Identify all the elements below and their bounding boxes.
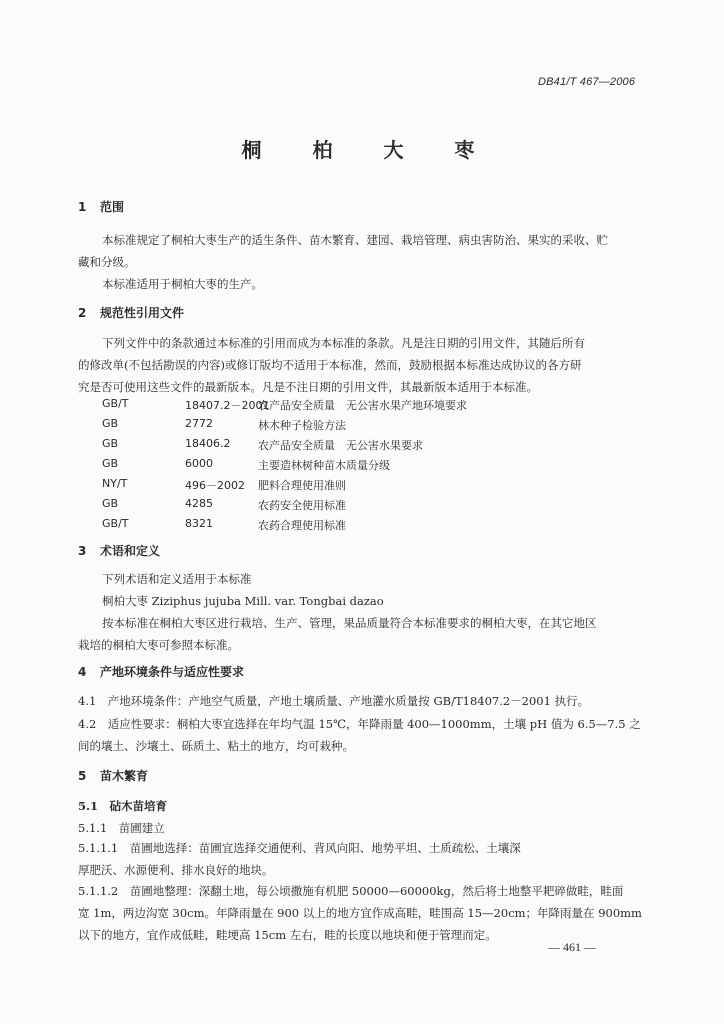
section-1-scope-note: 本标准适用于桐柏大枣的生产。 xyxy=(102,277,263,291)
section-2-paragraph-line-1: 下列文件中的条款通过本标准的引用而成为本标准的条款。凡是注日期的引用文件，其随后所有 xyxy=(102,336,585,350)
term-name: 桐柏大枣 Ziziphus jujuba Mill. var. Tongbai dazao xyxy=(102,594,384,608)
section-2-paragraph-line-2: 的修改单(不包括勘误的内容)或修订版均不适用于本标准，然而，鼓励根据本标准达成协议的各方研 xyxy=(78,358,582,372)
term-definition-line-1: 按本标准在桐柏大枣区进行栽培、生产、管理，果品质量符合本标准要求的桐柏大枣，在其它地区 xyxy=(102,616,597,630)
term-definition-line-2: 栽培的桐柏大枣可参照本标准。 xyxy=(78,638,239,652)
section-5-heading: 5 苗木繁育 xyxy=(78,769,149,783)
subsection-5-1-1: 5.1.1 苗圃建立 xyxy=(78,821,165,835)
clause-4-1: 4.1 产地环境条件：产地空气质量，产地土壤质量、产地灌水质量按 GB/T18407.2－2001 执行。 xyxy=(78,694,590,708)
section-2-heading: 2 规范性引用文件 xyxy=(78,306,185,320)
clause-5-1-1-1-line-2: 厚肥沃、水源便利、排水良好的地块。 xyxy=(78,863,274,877)
section-1-heading: 1 范围 xyxy=(78,200,125,214)
page-title: 桐 柏 大 枣 xyxy=(241,138,497,162)
section-2-paragraph-line-3: 究是否可使用这些文件的最新版本。凡是不注日期的引用文件，其最新版本适用于本标准。 xyxy=(78,380,538,394)
section-4-heading: 4 产地环境条件与适应性要求 xyxy=(78,665,245,679)
document-page: DB41/T 467—2006 桐 柏 大 枣 1 范围 本标准规定了桐柏大枣生产的适生条件、苗木繁育、建园、栽培管理、病虫害防治、果实的采收、贮 藏和分级。 本标准适用于桐柏大枣的生产。 2 规范性引用文件 下列文件中的条款通过本标准的引用而成为本标准的条款。凡是注日期的引用文件，其随后所有 的修改单(不包括勘误的内容)或修订版均不适用于本标准，然而，鼓励根据本标准达成协议的各方研 究是否可使用这些文件的最新版本。凡是不注日期的引用文件，其最新版本适用于本标准。 GB/T 18407.2－2001 农产品安全质量 无公害水果产地环境要求 GB 2772 林木种子检验方法 GB 18406.2 农产品安全质量 无公害水果要求 GB 6000 主要造林树种苗木质量分级 NY/T 496－2002 肥料合理使用准则 GB 4285 农药安全使用标准 GB/T 8321 农药合理使用标准 3 术语和定义 下列术语和定义适用于本标准 桐柏大枣 Ziziphus jujuba Mill. var. Tongbai dazao 按本标准在桐柏大枣区进行栽培、生产、管理，果品质量符合本标准要求的桐柏大枣，在其它地区 栽培的桐柏大枣可参照本标准。 4 产地环境条件与适应性要求 4.1 产地环境条件：产地空气质量，产地土壤质量、产地灌水质量按 GB/T18407.2－2001 执行。 4.2 适应性要求：桐柏大枣宜选择在年均气温 15℃，年降雨量 400—1000mm，土壤 pH 值为 6.5—7.5 之 间的壤土、沙壤土、砾质土、粘土的地方，均可栽种。 5 苗木繁育 5.1 砧木苗培育 5.1.1 苗圃建立 5.1.1.1 苗圃地选择：苗圃宜选择交通便利、背风向阳、地势平坦、土质疏松、土壤深 厚肥沃、水源便利、排水良好的地块。 5.1.1.2 苗圃地整理：深翻土地，每公顷撒施有机肥 50000—60000kg，然后将土地整平耙碎做畦，畦面 宽 1m，两边沟宽 30cm。年降雨量在 900 以上的地方宜作成高畦，畦围高 15—20cm；年降雨量在 900mm 以下的地方，宜作成低畦，畦埂高 15cm 左右，畦的长度以地块和便于管理而定。 — 461 — xyxy=(0,0,724,1024)
section-3-heading: 3 术语和定义 xyxy=(78,544,161,558)
clause-5-1-1-2-line-1: 5.1.1.2 苗圃地整理：深翻土地，每公顷撒施有机肥 50000—60000kg，然后将土地整平耙碎做畦，畦面 xyxy=(78,884,624,898)
subsection-5-1: 5.1 砧木苗培育 xyxy=(78,799,168,813)
section-1-paragraph-line-2: 藏和分级。 xyxy=(78,255,136,269)
clause-5-1-1-2-line-2: 宽 1m，两边沟宽 30cm。年降雨量在 900 以上的地方宜作成高畦，畦围高 15—20cm；年降雨量在 900mm xyxy=(78,906,642,920)
standard-code: DB41/T 467—2006 xyxy=(538,76,636,88)
clause-5-1-1-2-line-3: 以下的地方，宜作成低畦，畦埂高 15cm 左右，畦的长度以地块和便于管理而定。 xyxy=(78,928,497,942)
clause-5-1-1-1-line-1: 5.1.1.1 苗圃地选择：苗圃宜选择交通便利、背风向阳、地势平坦、土质疏松、土壤深 xyxy=(78,841,521,855)
page-number: — 461 — xyxy=(548,940,596,954)
section-3-intro: 下列术语和定义适用于本标准 xyxy=(102,572,252,586)
clause-4-2-line-1: 4.2 适应性要求：桐柏大枣宜选择在年均气温 15℃，年降雨量 400—1000mm，土壤 pH 值为 6.5—7.5 之 xyxy=(78,717,641,731)
section-1-paragraph-line-1: 本标准规定了桐柏大枣生产的适生条件、苗木繁育、建园、栽培管理、病虫害防治、果实的采收、贮 xyxy=(102,233,608,247)
clause-4-2-line-2: 间的壤土、沙壤土、砾质土、粘土的地方，均可栽种。 xyxy=(78,739,354,753)
